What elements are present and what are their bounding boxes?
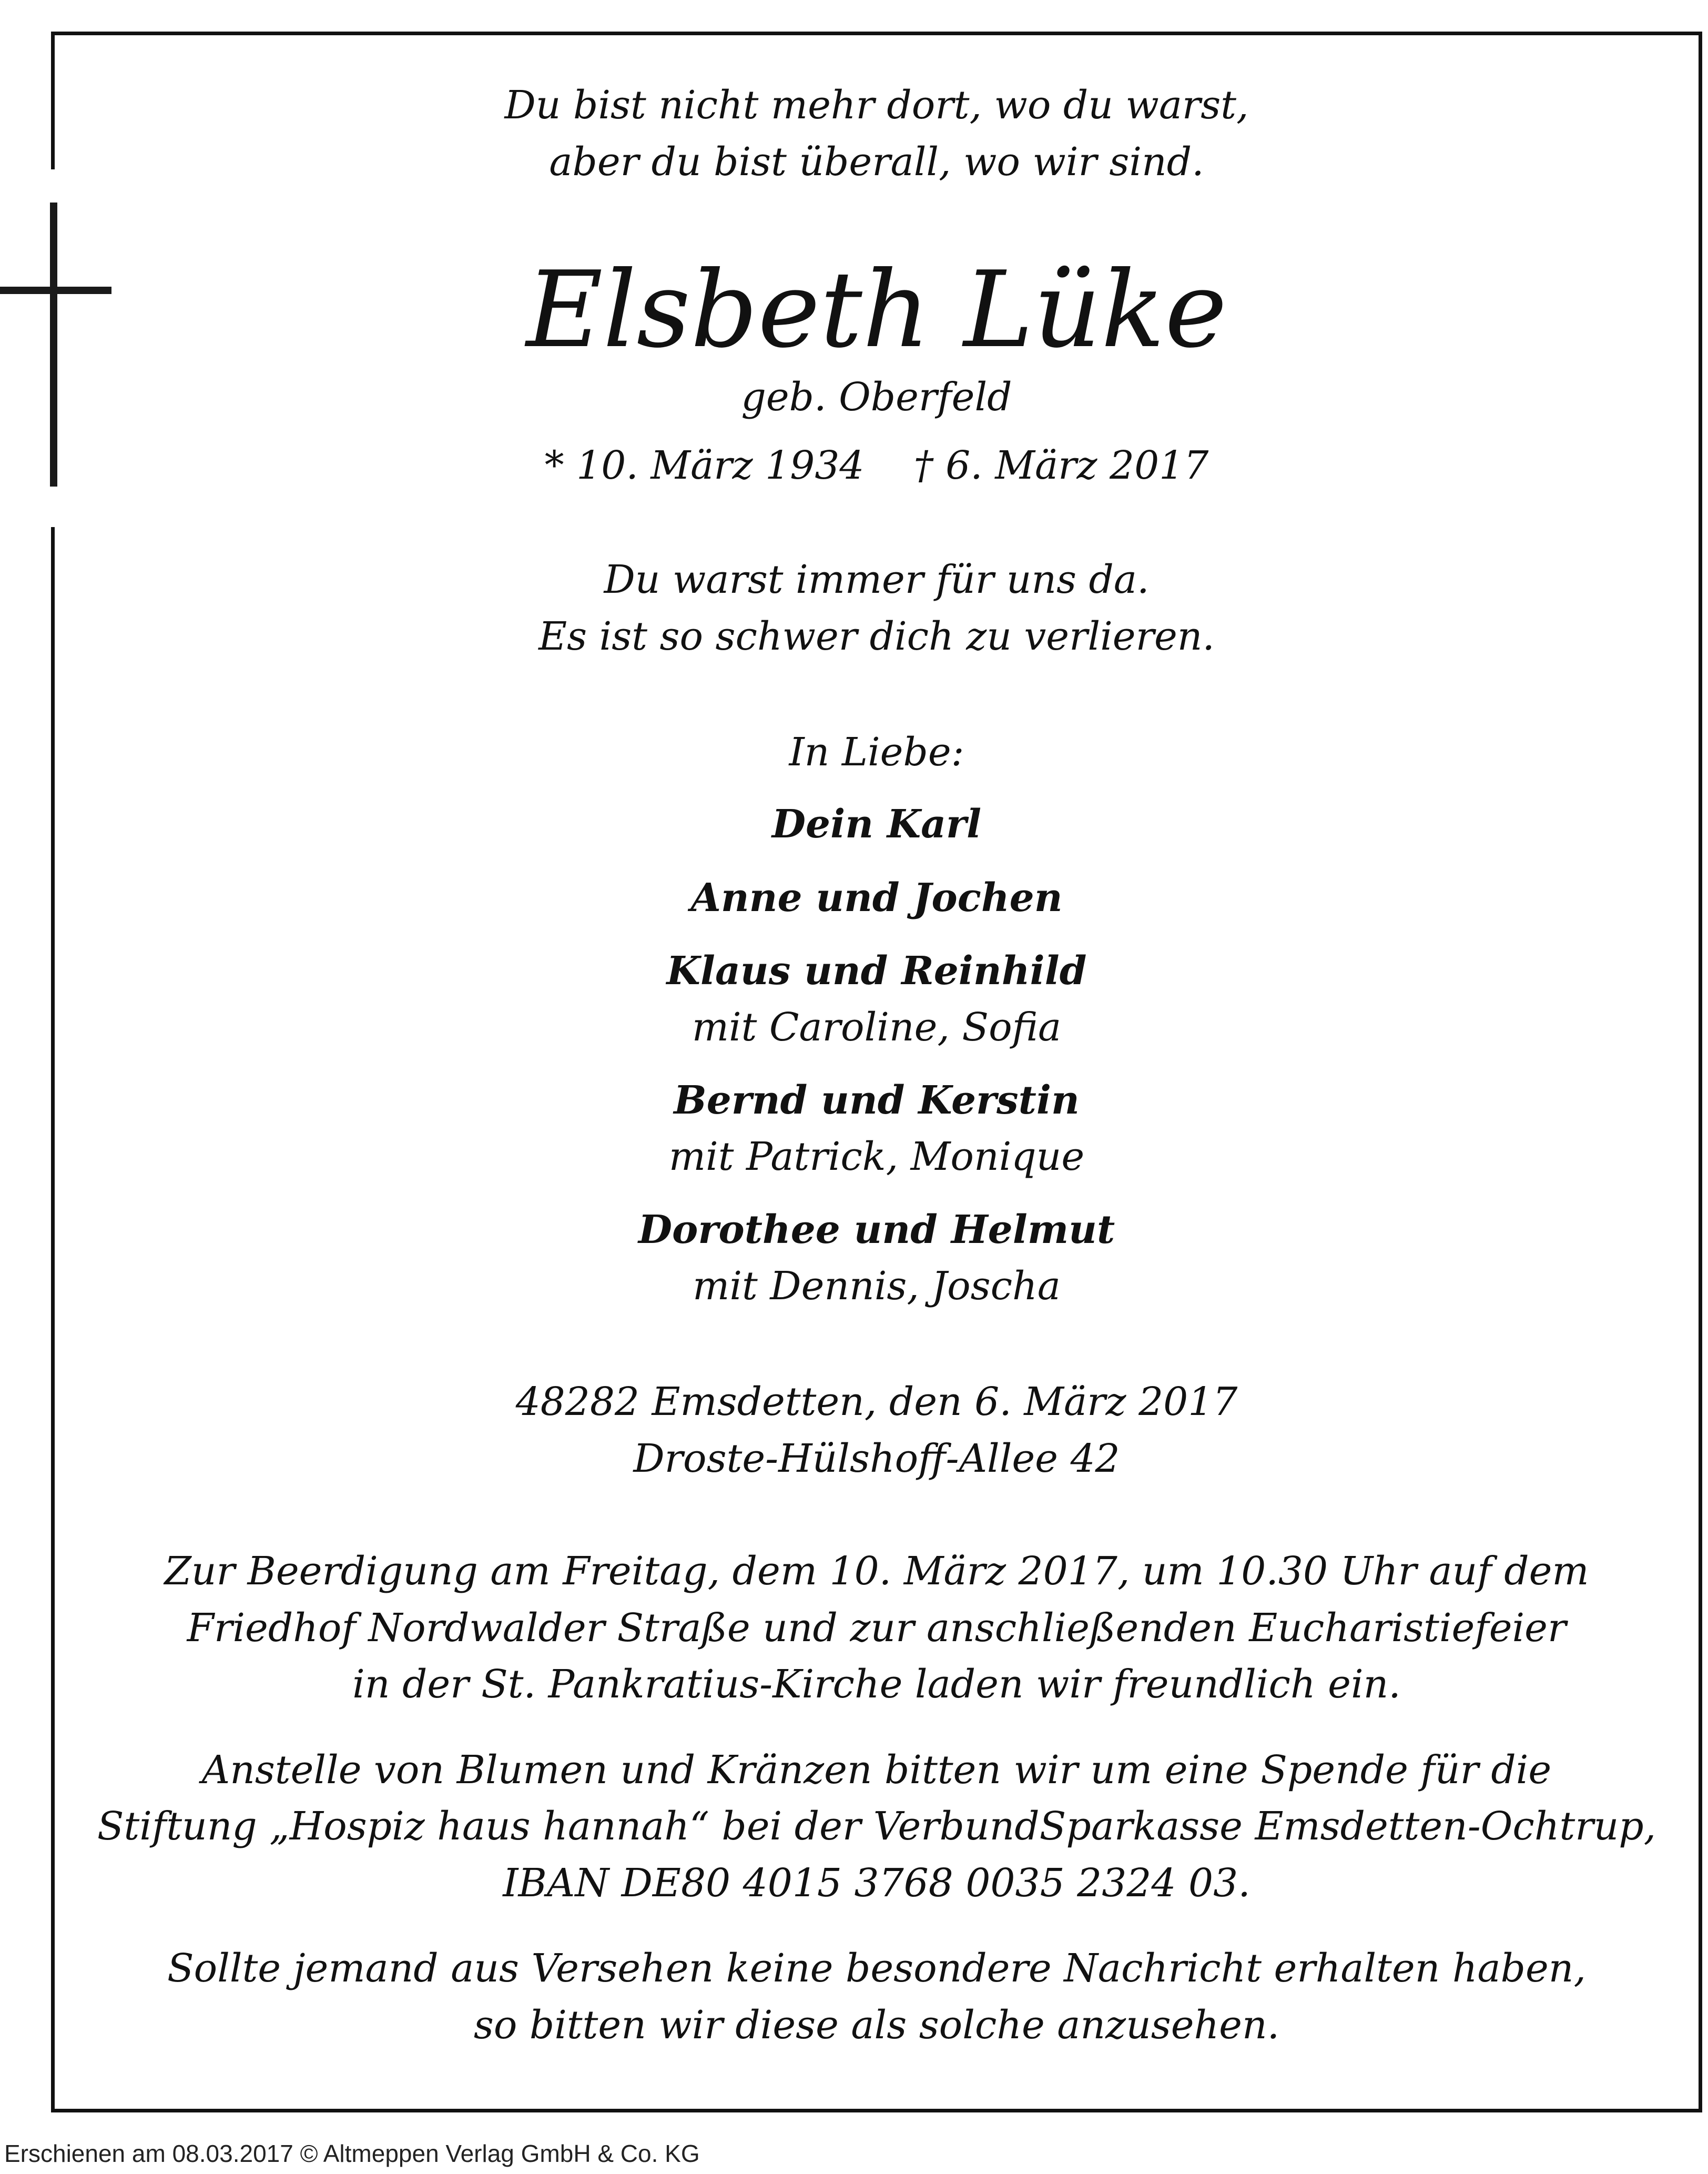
motto-line-2: aber du bist überall, wo wir sind. <box>549 139 1204 185</box>
verse-line-1: Du warst immer für uns da. <box>604 557 1150 602</box>
frame-bottom-border <box>51 2109 1702 2112</box>
mourner-names: Anne und Jochen <box>690 875 1063 921</box>
frame-left-border-lower <box>51 527 55 2112</box>
address-line-1: 48282 Emsdetten, den 6. März 2017 <box>515 1379 1238 1424</box>
funeral-line-2: Friedhof Nordwalder Straße und zur anschließenden Eucharistiefeier <box>187 1605 1567 1651</box>
mourner-children: mit Dennis, Joscha <box>693 1263 1061 1309</box>
mourner-names: Bernd und Kerstin <box>674 1078 1080 1123</box>
deceased-name: Elsbeth Lüke <box>526 249 1227 371</box>
note-line-1: Sollte jemand aus Versehen keine besondere Nachricht erhalten haben, <box>167 1946 1586 1991</box>
frame-top-border <box>51 32 1702 35</box>
mourner-names: Dein Karl <box>771 802 982 847</box>
verse-line-2: Es ist so schwer dich zu verlieren. <box>538 614 1215 659</box>
note-line-2: so bitten wir diese als solche anzusehen. <box>473 2003 1280 2048</box>
funeral-line-1: Zur Beerdigung am Freitag, dem 10. März 2017, um 10.30 Uhr auf dem <box>164 1549 1589 1594</box>
life-dates: * 10. März 1934 † 6. März 2017 <box>544 443 1209 488</box>
mourner-names: Dorothee und Helmut <box>638 1207 1115 1252</box>
donation-line-3: IBAN DE80 4015 3768 0035 2324 03. <box>503 1860 1250 1906</box>
address-line-2: Droste-Hülshoff-Allee 42 <box>633 1436 1120 1481</box>
maiden-name: geb. Oberfeld <box>741 375 1012 420</box>
motto-line-1: Du bist nicht mehr dort, wo du warst, <box>504 83 1249 128</box>
mourner-names: Klaus und Reinhild <box>666 948 1087 994</box>
donation-line-1: Anstelle von Blumen und Kränzen bitten wir um eine Spende für die <box>201 1747 1552 1793</box>
frame-left-border-upper <box>51 32 55 169</box>
donation-line-2: Stiftung „Hospiz haus hannah“ bei der VerbundSparkasse Emsdetten-Ochtrup, <box>97 1804 1656 1849</box>
in-love-label: In Liebe: <box>789 730 964 775</box>
mourner-children: mit Caroline, Sofia <box>692 1005 1062 1050</box>
mourner-children: mit Patrick, Monique <box>668 1134 1085 1179</box>
frame-right-border <box>1699 32 1702 2112</box>
publication-footer: Erschienen am 08.03.2017 © Altmeppen Verlag GmbH & Co. KG <box>4 2140 700 2167</box>
funeral-line-3: in der St. Pankratius-Kirche laden wir freundlich ein. <box>352 1662 1401 1707</box>
